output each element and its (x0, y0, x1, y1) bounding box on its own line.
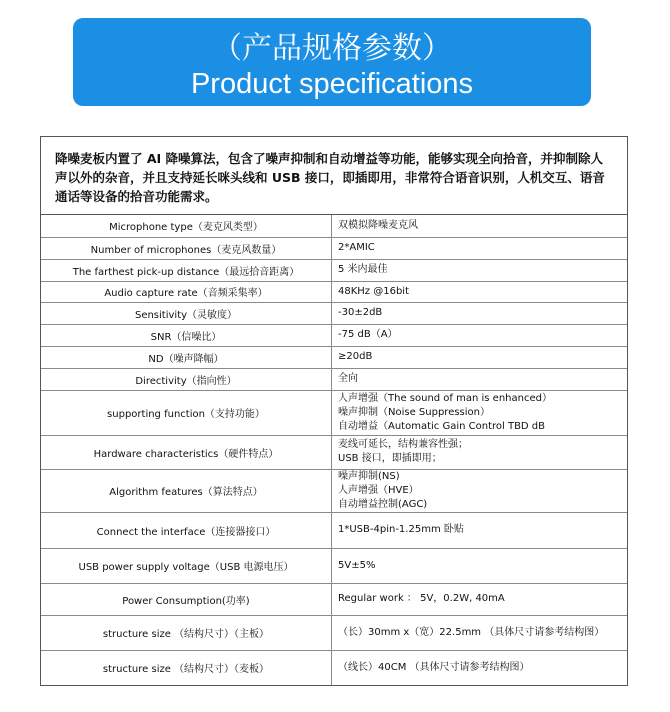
title-banner (73, 18, 591, 106)
spec-label: Algorithm features（算法特点） (41, 469, 332, 512)
spec-value (332, 650, 628, 685)
spec-row (41, 302, 627, 324)
spec-value (332, 302, 628, 324)
spec-row (41, 512, 627, 548)
spec-label: Power Consumption(功率) (41, 583, 332, 615)
spec-value-line: （线长）40CM （具体尺寸请参考结构图） (338, 661, 530, 673)
spec-row (41, 259, 627, 281)
spec-value-line: 2*AMIC (338, 242, 375, 253)
spec-row (41, 650, 627, 685)
spec-value-line: 双模拟降噪麦克风 (338, 219, 418, 231)
spec-label: The farthest pick-up distance（最远拾音距离） (41, 259, 332, 281)
spec-label: Sensitivity（灵敏度） (41, 302, 332, 324)
spec-value-line: 自动增益控制(AGC) (338, 498, 428, 510)
spec-label: Connect the interface（连接器接口） (41, 512, 332, 548)
spec-label: ND（噪声降幅） (41, 346, 332, 368)
spec-row (41, 237, 627, 259)
spec-row (41, 583, 627, 615)
spec-value-line: Regular work ： 5V，0.2W, 40mA (338, 593, 505, 604)
spec-value-line: 麦线可延长，结构兼容性强； (338, 439, 468, 450)
spec-row (41, 346, 627, 368)
spec-row (41, 469, 627, 512)
spec-row (41, 215, 627, 237)
spec-label: structure size （结构尺寸）（麦板） (41, 650, 332, 685)
spec-value-line: 1*USB-4pin-1.25mm 卧贴 (338, 524, 464, 535)
spec-value (332, 281, 628, 302)
spec-value-line: 48KHz @16bit (338, 285, 410, 297)
spec-value (332, 259, 628, 281)
spec-value (332, 390, 628, 435)
spec-label: structure size （结构尺寸）（主板） (41, 615, 332, 650)
spec-value (332, 324, 628, 346)
spec-row (41, 281, 627, 302)
spec-value (332, 237, 628, 259)
intro-paragraph: 降噪麦板内置了 AI 降噪算法，包含了噪声抑制和自动增益等功能，能够实现全向拾音，并抑制除人声以外的杂音，并且支持延长咪头线和 USB 接口，即插即用，非常符合语音识别，人机交互、语音通话等设备的拾音功能需求。 (41, 137, 627, 215)
spec-label: SNR（信噪比） (41, 324, 332, 346)
spec-value-line: 人声增强（HVE） (338, 484, 419, 496)
spec-value-line: 全向 (338, 373, 358, 384)
spec-value (332, 215, 628, 237)
spec-row (41, 615, 627, 650)
spec-value (332, 435, 628, 469)
spec-value (332, 368, 628, 390)
spec-label: Directivity（指向性） (41, 368, 332, 390)
title-english: Product specifications (190, 68, 474, 100)
spec-row (41, 368, 627, 390)
spec-row (41, 548, 627, 583)
spec-value (332, 583, 628, 615)
spec-value-line: 人声增强（The sound of man is enhanced） (338, 392, 552, 404)
spec-value (332, 346, 628, 368)
spec-label: Hardware characteristics（硬件特点） (41, 435, 332, 469)
spec-value-line: -30±2dB (338, 307, 383, 318)
spec-value-line: （长）30mm x（宽）22.5mm （具体尺寸请参考结构图） (338, 626, 605, 638)
spec-value-line: 自动增益（Automatic Gain Control TBD dB (338, 420, 546, 432)
spec-row (41, 324, 627, 346)
spec-value-line: 噪声抑制（Noise Suppression） (338, 406, 490, 418)
spec-label: Microphone type（麦克风类型） (41, 215, 332, 237)
spec-label: USB power supply voltage（USB 电源电压） (41, 548, 332, 583)
spec-sheet (40, 136, 628, 686)
spec-value (332, 548, 628, 583)
spec-value-line: 噪声抑制(NS) (338, 470, 400, 482)
spec-label: supporting function（支持功能） (41, 390, 332, 435)
title-chinese: （产品规格参数） (212, 31, 452, 66)
spec-row (41, 435, 627, 469)
spec-value-line: ≥20dB (338, 351, 373, 362)
spec-value-line: -75 dB（A） (338, 329, 398, 340)
spec-value-line: 5V±5% (338, 559, 376, 571)
spec-label: Number of microphones（麦克风数量） (41, 237, 332, 259)
spec-value (332, 469, 628, 512)
spec-label: Audio capture rate（音频采集率） (41, 281, 332, 302)
spec-value-line: USB 接口，即插即用； (338, 453, 442, 464)
spec-value (332, 615, 628, 650)
spec-value (332, 512, 628, 548)
spec-row (41, 390, 627, 435)
spec-value-line: 5 米内最佳 (338, 264, 388, 275)
spec-table (41, 215, 627, 685)
